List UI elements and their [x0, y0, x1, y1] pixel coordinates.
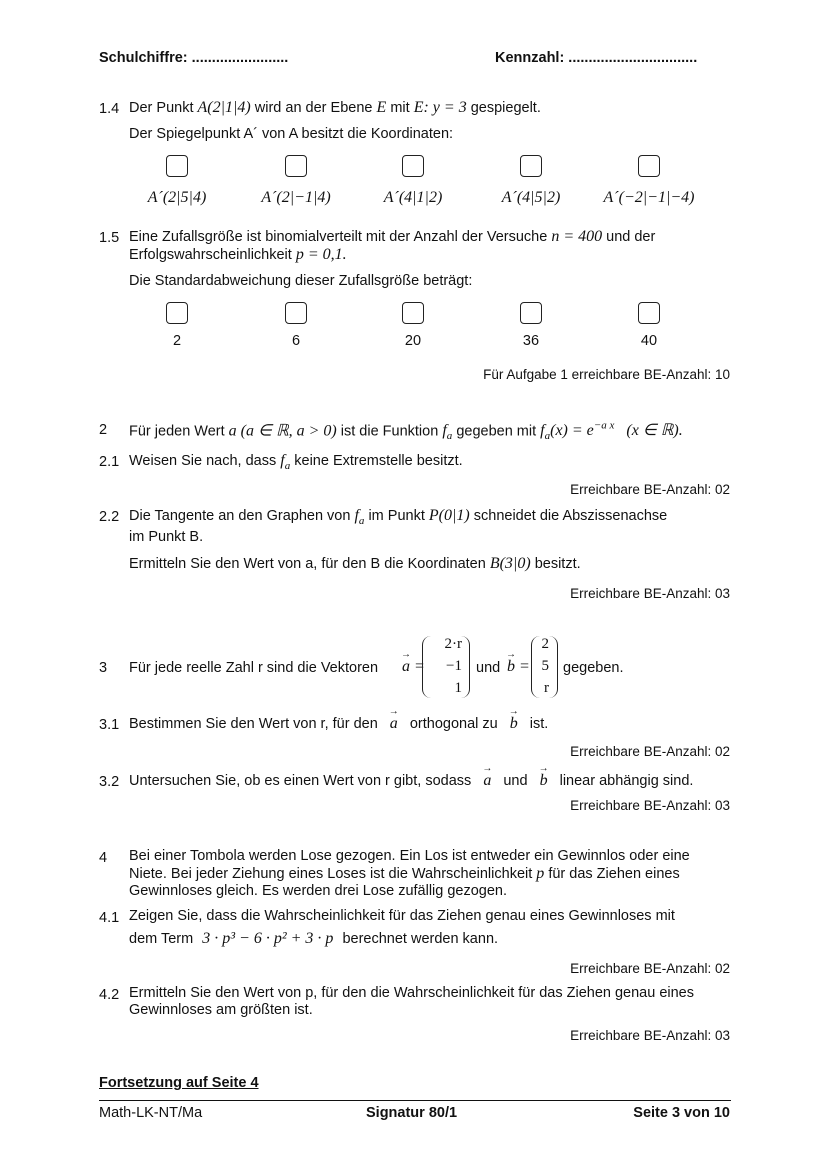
answer-checkbox[interactable] [520, 302, 542, 324]
task-number: 2 [99, 422, 108, 438]
task-1-5-line-1: Eine Zufallsgröße ist binomialverteilt mit der Anzahl der Versuche n = 400 und der [129, 228, 656, 245]
answer-checkbox[interactable] [285, 302, 307, 324]
answer-checkbox[interactable] [402, 155, 424, 177]
answer-checkbox[interactable] [285, 155, 307, 177]
answer-option: 40 [640, 333, 658, 349]
vector-b-components: 2 5 r [541, 636, 549, 696]
answer-checkbox[interactable] [520, 155, 542, 177]
task-2-1-text: Weisen Sie nach, dass $f_a$ keine Extremstelle besitzt. [129, 452, 463, 473]
vector-and-label: und [476, 660, 501, 676]
score-label: Erreichbare BE-Anzahl: 03 [570, 1028, 730, 1043]
task-4-line-2: Niete. Bei jeder Ziehung eines Loses ist die Wahrscheinlichkeit p für das Ziehen eines [129, 865, 680, 882]
task-4-2-line-2: Gewinnloses am größten ist. [129, 1002, 313, 1018]
answer-checkbox[interactable] [166, 155, 188, 177]
task-2-2-line-2: im Punkt B. [129, 529, 204, 545]
answer-option: 2 [172, 333, 182, 349]
task-number: 1.5 [99, 230, 120, 246]
task-number: 4.2 [99, 987, 120, 1003]
task-1-5-line-2: Erfolgswahrscheinlichkeit p = 0,1. [129, 246, 347, 263]
score-label: Erreichbare BE-Anzahl: 02 [570, 961, 730, 976]
answer-option: A´(−2|−1|−4) [603, 189, 695, 206]
task-number: 3.1 [99, 717, 120, 733]
page-number: Seite 3 von 10 [633, 1105, 730, 1121]
answer-checkbox[interactable] [402, 302, 424, 324]
answer-option: 36 [522, 333, 540, 349]
vector-a-label: → a = [401, 649, 425, 675]
answer-checkbox[interactable] [638, 155, 660, 177]
score-label: Erreichbare BE-Anzahl: 03 [570, 798, 730, 813]
task-3-2-text: Untersuchen Sie, ob es einen Wert von r gibt, sodass → a und → b linear abhängig sind. [129, 763, 694, 789]
task-number: 3 [99, 660, 108, 676]
answer-option: A´(2|5|4) [147, 189, 207, 206]
score-label: Für Aufgabe 1 erreichbare BE-Anzahl: 10 [483, 367, 730, 382]
task-1-4-line-1: Der Punkt A(2|1|4) wird an der Ebene E mit E: y = 3 gespiegelt. [129, 99, 541, 116]
answer-option: A´(4|5|2) [501, 189, 561, 206]
footer-divider [99, 1100, 731, 1101]
task-number: 2.2 [99, 509, 120, 525]
task-number: 2.1 [99, 454, 120, 470]
task-2-2-line-3: Ermitteln Sie den Wert von a, für den B die Koordinaten B(3|0) besitzt. [129, 555, 581, 572]
task-4-2-line-1: Ermitteln Sie den Wert von p, für den die Wahrscheinlichkeit für das Ziehen genau eines [129, 985, 694, 1001]
score-label: Erreichbare BE-Anzahl: 02 [570, 744, 730, 759]
answer-option: A´(2|−1|4) [261, 189, 331, 206]
footer-course: Math-LK-NT/Ma [99, 1105, 203, 1121]
task-2-text: Für jeden Wert a (a ∈ ℝ, a > 0) ist die Funktion $f_a$ gegeben mit $f_a(x) = e^{-a x}$ (x ∈ ℝ). [129, 420, 683, 443]
score-label: Erreichbare BE-Anzahl: 02 [570, 482, 730, 497]
task-3-text: Für jede reelle Zahl r sind die Vektoren [129, 660, 379, 676]
task-2-2-line-1: Die Tangente an den Graphen von $f_a$ im Punkt P(0|1) schneidet die Abszissenachse [129, 507, 668, 528]
task-4-1-line-1: Zeigen Sie, dass die Wahrscheinlichkeit für das Ziehen genau eines Gewinnloses mit [129, 908, 675, 924]
vector-b-label: → b = [506, 649, 530, 675]
task-number: 1.4 [99, 101, 120, 117]
school-code-field: Schulchiffre: ........................ [99, 50, 289, 66]
task-3-1-text: Bestimmen Sie den Wert von r, für den → a orthogonal zu → b ist. [129, 706, 549, 732]
task-number: 4.1 [99, 910, 120, 926]
score-label: Erreichbare BE-Anzahl: 03 [570, 586, 730, 601]
answer-option: A´(4|1|2) [383, 189, 443, 206]
answer-option: 6 [291, 333, 301, 349]
task-3-text-end: gegeben. [563, 660, 624, 676]
task-1-4-line-2: Der Spiegelpunkt A´ von A besitzt die Koordinaten: [129, 126, 454, 142]
task-4-line-3: Gewinnloses gleich. Es werden drei Lose zufällig gezogen. [129, 883, 508, 899]
task-1-5-line-3: Die Standardabweichung dieser Zufallsgröße beträgt: [129, 273, 473, 289]
task-number: 3.2 [99, 774, 120, 790]
answer-checkbox[interactable] [638, 302, 660, 324]
continuation-note: Fortsetzung auf Seite 4 [99, 1075, 259, 1091]
answer-option: 20 [404, 333, 422, 349]
task-4-line-1: Bei einer Tombola werden Lose gezogen. Ein Los ist entweder ein Gewinnlos oder eine [129, 848, 690, 864]
identifier-field: Kennzahl: ................................ [495, 50, 698, 66]
footer-signature: Signatur 80/1 [366, 1105, 458, 1121]
task-4-1-line-2: dem Term 3 · p³ − 6 · p² + 3 · p berechnet werden kann. [129, 930, 499, 947]
task-number: 4 [99, 850, 108, 866]
answer-checkbox[interactable] [166, 302, 188, 324]
vector-a-components: 2·r −1 1 [444, 636, 462, 696]
